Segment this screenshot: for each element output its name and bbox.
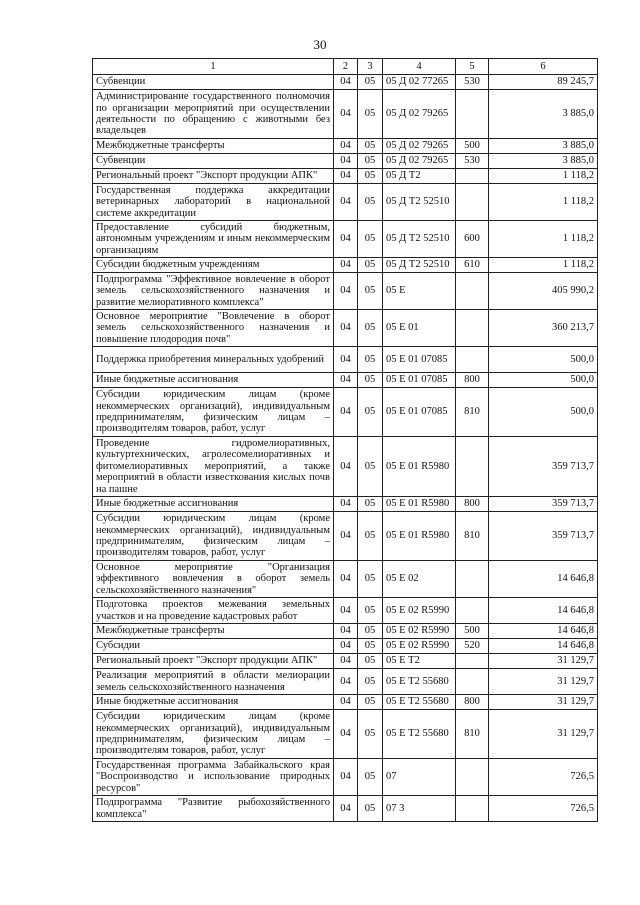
item-name: Основное мероприятие "Организация эффективного вовлечения в оборот земель сельскохозяйственного назначения" xyxy=(93,561,334,598)
table-row xyxy=(93,512,598,561)
subsection-code: 05 xyxy=(358,624,383,639)
column-header: 5 xyxy=(456,59,489,75)
expense-type-code: 500 xyxy=(456,139,489,154)
item-name: Администрирование государственного полномочия по организации мероприятий при осуществлении деятельности по обращению с животными без владельцев xyxy=(93,90,334,139)
table-row xyxy=(93,796,598,822)
amount: 31 129,7 xyxy=(489,669,598,695)
subsection-code: 05 xyxy=(358,796,383,822)
item-name: Субсидии юридическим лицам (кроме некоммерческих организаций), индивидуальным предпринимателям, физическим лицам – производителям товаров, работ, услуг xyxy=(93,512,334,561)
item-name: Поддержка приобретения минеральных удобрений xyxy=(93,347,334,373)
expense-type-code xyxy=(456,184,489,221)
amount: 500,0 xyxy=(489,373,598,388)
target-article-code: 05 Е 01 07085 xyxy=(383,388,456,437)
target-article-code: 05 Д Т2 52510 xyxy=(383,221,456,258)
section-code: 04 xyxy=(334,437,358,497)
item-name: Субсидии юридическим лицам (кроме некоммерческих организаций), индивидуальным предпринимателям, физическим лицам – производителям товаров, работ, услуг xyxy=(93,388,334,437)
target-article-code: 05 Е 01 07085 xyxy=(383,347,456,373)
target-article-code: 05 Д 02 79265 xyxy=(383,90,456,139)
table-row xyxy=(93,139,598,154)
item-name: Субвенции xyxy=(93,75,334,90)
expense-type-code: 810 xyxy=(456,512,489,561)
table-row xyxy=(93,169,598,184)
section-code: 04 xyxy=(334,561,358,598)
amount: 359 713,7 xyxy=(489,437,598,497)
section-code: 04 xyxy=(334,497,358,512)
section-code: 04 xyxy=(334,273,358,310)
subsection-code: 05 xyxy=(358,561,383,598)
item-name: Проведение гидромелиоративных, культуртехнических, агролесомелиоративных и фитомелиоративных мероприятий, а также мероприятий в области известкования кислых почв на пашне xyxy=(93,437,334,497)
amount: 3 885,0 xyxy=(489,139,598,154)
subsection-code: 05 xyxy=(358,669,383,695)
target-article-code: 05 Е 02 xyxy=(383,561,456,598)
section-code: 04 xyxy=(334,184,358,221)
budget-table xyxy=(92,58,598,822)
subsection-code: 05 xyxy=(358,710,383,759)
expense-type-code: 810 xyxy=(456,710,489,759)
item-name: Межбюджетные трансферты xyxy=(93,139,334,154)
item-name: Подпрограмма "Развитие рыбохозяйственного комплекса" xyxy=(93,796,334,822)
item-name: Субсидии юридическим лицам (кроме некоммерческих организаций), индивидуальным предпринимателям, физическим лицам – производителям товаров, работ, услуг xyxy=(93,710,334,759)
table-row xyxy=(93,669,598,695)
target-article-code: 05 Е Т2 55680 xyxy=(383,695,456,710)
section-code: 04 xyxy=(334,75,358,90)
section-code: 04 xyxy=(334,90,358,139)
amount: 3 885,0 xyxy=(489,90,598,139)
target-article-code: 05 Е 01 R5980 xyxy=(383,497,456,512)
table-row xyxy=(93,710,598,759)
item-name: Предоставление субсидий бюджетным, автономным учреждениям и иным некоммерческим организациям xyxy=(93,221,334,258)
amount: 31 129,7 xyxy=(489,710,598,759)
target-article-code: 05 Е Т2 55680 xyxy=(383,669,456,695)
expense-type-code: 530 xyxy=(456,154,489,169)
amount: 14 646,8 xyxy=(489,598,598,624)
subsection-code: 05 xyxy=(358,169,383,184)
table-row xyxy=(93,184,598,221)
subsection-code: 05 xyxy=(358,139,383,154)
table-row xyxy=(93,654,598,669)
table-row xyxy=(93,310,598,347)
section-code: 04 xyxy=(334,347,358,373)
target-article-code: 05 Е Т2 55680 xyxy=(383,710,456,759)
section-code: 04 xyxy=(334,373,358,388)
expense-type-code: 600 xyxy=(456,221,489,258)
subsection-code: 05 xyxy=(358,654,383,669)
section-code: 04 xyxy=(334,639,358,654)
item-name: Субсидии xyxy=(93,639,334,654)
amount: 89 245,7 xyxy=(489,75,598,90)
subsection-code: 05 xyxy=(358,90,383,139)
expense-type-code: 520 xyxy=(456,639,489,654)
target-article-code: 05 Д Т2 52510 xyxy=(383,184,456,221)
subsection-code: 05 xyxy=(358,437,383,497)
subsection-code: 05 xyxy=(358,184,383,221)
expense-type-code xyxy=(456,654,489,669)
target-article-code: 05 Д 02 79265 xyxy=(383,154,456,169)
item-name: Субсидии бюджетным учреждениям xyxy=(93,258,334,273)
section-code: 04 xyxy=(334,154,358,169)
expense-type-code xyxy=(456,90,489,139)
target-article-code: 05 Е 02 R5990 xyxy=(383,624,456,639)
expense-type-code: 610 xyxy=(456,258,489,273)
table-row xyxy=(93,154,598,169)
item-name: Региональный проект "Экспорт продукции АПК" xyxy=(93,654,334,669)
amount: 405 990,2 xyxy=(489,273,598,310)
amount: 359 713,7 xyxy=(489,497,598,512)
item-name: Государственная программа Забайкальского края "Воспроизводство и использование природных ресурсов" xyxy=(93,759,334,796)
subsection-code: 05 xyxy=(358,695,383,710)
table-row xyxy=(93,759,598,796)
subsection-code: 05 xyxy=(358,273,383,310)
table-row xyxy=(93,561,598,598)
target-article-code: 05 Е xyxy=(383,273,456,310)
section-code: 04 xyxy=(334,169,358,184)
amount: 31 129,7 xyxy=(489,654,598,669)
section-code: 04 xyxy=(334,669,358,695)
expense-type-code xyxy=(456,796,489,822)
amount: 14 646,8 xyxy=(489,624,598,639)
column-header: 1 xyxy=(93,59,334,75)
section-code: 04 xyxy=(334,258,358,273)
table-header-row xyxy=(93,59,598,75)
expense-type-code xyxy=(456,310,489,347)
amount: 500,0 xyxy=(489,347,598,373)
item-name: Межбюджетные трансферты xyxy=(93,624,334,639)
item-name: Иные бюджетные ассигнования xyxy=(93,497,334,512)
expense-type-code xyxy=(456,598,489,624)
subsection-code: 05 xyxy=(358,75,383,90)
subsection-code: 05 xyxy=(358,388,383,437)
subsection-code: 05 xyxy=(358,347,383,373)
target-article-code: 05 Е 02 R5990 xyxy=(383,598,456,624)
table-row xyxy=(93,388,598,437)
subsection-code: 05 xyxy=(358,310,383,347)
expense-type-code xyxy=(456,169,489,184)
target-article-code: 05 Е 01 R5980 xyxy=(383,512,456,561)
table-row xyxy=(93,75,598,90)
subsection-code: 05 xyxy=(358,759,383,796)
section-code: 04 xyxy=(334,624,358,639)
amount: 359 713,7 xyxy=(489,512,598,561)
expense-type-code xyxy=(456,669,489,695)
amount: 31 129,7 xyxy=(489,695,598,710)
amount: 1 118,2 xyxy=(489,184,598,221)
table-row xyxy=(93,497,598,512)
section-code: 04 xyxy=(334,139,358,154)
table-row xyxy=(93,695,598,710)
item-name: Подготовка проектов межевания земельных участков и на проведение кадастровых работ xyxy=(93,598,334,624)
target-article-code: 07 3 xyxy=(383,796,456,822)
amount: 3 885,0 xyxy=(489,154,598,169)
table-row xyxy=(93,373,598,388)
table-row xyxy=(93,598,598,624)
expense-type-code xyxy=(456,273,489,310)
section-code: 04 xyxy=(334,388,358,437)
item-name: Иные бюджетные ассигнования xyxy=(93,373,334,388)
target-article-code: 05 Е 01 07085 xyxy=(383,373,456,388)
column-header: 2 xyxy=(334,59,358,75)
item-name: Государственная поддержка аккредитации ветеринарных лабораторий в национальной системе аккредитации xyxy=(93,184,334,221)
amount: 500,0 xyxy=(489,388,598,437)
target-article-code: 05 Е Т2 xyxy=(383,654,456,669)
item-name: Подпрограмма "Эффективное вовлечение в оборот земель сельскохозяйственного назначения и развитие мелиоративного комплекса" xyxy=(93,273,334,310)
target-article-code: 05 Е 02 R5990 xyxy=(383,639,456,654)
column-header: 4 xyxy=(383,59,456,75)
subsection-code: 05 xyxy=(358,639,383,654)
section-code: 04 xyxy=(334,598,358,624)
target-article-code: 05 Д Т2 xyxy=(383,169,456,184)
section-code: 04 xyxy=(334,796,358,822)
section-code: 04 xyxy=(334,695,358,710)
expense-type-code: 800 xyxy=(456,695,489,710)
table-row xyxy=(93,221,598,258)
amount: 360 213,7 xyxy=(489,310,598,347)
subsection-code: 05 xyxy=(358,598,383,624)
section-code: 04 xyxy=(334,654,358,669)
subsection-code: 05 xyxy=(358,258,383,273)
target-article-code: 07 xyxy=(383,759,456,796)
amount: 14 646,8 xyxy=(489,639,598,654)
table-row xyxy=(93,258,598,273)
amount: 726,5 xyxy=(489,796,598,822)
expense-type-code xyxy=(456,759,489,796)
section-code: 04 xyxy=(334,710,358,759)
amount: 726,5 xyxy=(489,759,598,796)
item-name: Субвенции xyxy=(93,154,334,169)
subsection-code: 05 xyxy=(358,373,383,388)
table-row xyxy=(93,347,598,373)
table-row xyxy=(93,437,598,497)
expense-type-code: 500 xyxy=(456,624,489,639)
item-name: Основное мероприятие "Вовлечение в оборот земель сельскохозяйственного назначения и повышение плодородия почв" xyxy=(93,310,334,347)
amount: 1 118,2 xyxy=(489,221,598,258)
expense-type-code: 810 xyxy=(456,388,489,437)
subsection-code: 05 xyxy=(358,154,383,169)
subsection-code: 05 xyxy=(358,512,383,561)
column-header: 6 xyxy=(489,59,598,75)
section-code: 04 xyxy=(334,310,358,347)
item-name: Региональный проект "Экспорт продукции АПК" xyxy=(93,169,334,184)
column-header: 3 xyxy=(358,59,383,75)
expense-type-code xyxy=(456,347,489,373)
item-name: Реализация мероприятий в области мелиорации земель сельскохозяйственного назначения xyxy=(93,669,334,695)
table-body xyxy=(93,75,598,822)
target-article-code: 05 Д Т2 52510 xyxy=(383,258,456,273)
amount: 14 646,8 xyxy=(489,561,598,598)
section-code: 04 xyxy=(334,512,358,561)
table-row xyxy=(93,639,598,654)
section-code: 04 xyxy=(334,221,358,258)
expense-type-code xyxy=(456,437,489,497)
target-article-code: 05 Е 01 R5980 xyxy=(383,437,456,497)
table-row xyxy=(93,624,598,639)
page-number: 30 xyxy=(313,37,327,52)
amount: 1 118,2 xyxy=(489,258,598,273)
target-article-code: 05 Д 02 79265 xyxy=(383,139,456,154)
subsection-code: 05 xyxy=(358,221,383,258)
expense-type-code: 530 xyxy=(456,75,489,90)
target-article-code: 05 Д 02 77265 xyxy=(383,75,456,90)
subsection-code: 05 xyxy=(358,497,383,512)
table-row xyxy=(93,90,598,139)
expense-type-code: 800 xyxy=(456,373,489,388)
section-code: 04 xyxy=(334,759,358,796)
amount: 1 118,2 xyxy=(489,169,598,184)
expense-type-code: 800 xyxy=(456,497,489,512)
target-article-code: 05 Е 01 xyxy=(383,310,456,347)
expense-type-code xyxy=(456,561,489,598)
table-row xyxy=(93,273,598,310)
item-name: Иные бюджетные ассигнования xyxy=(93,695,334,710)
